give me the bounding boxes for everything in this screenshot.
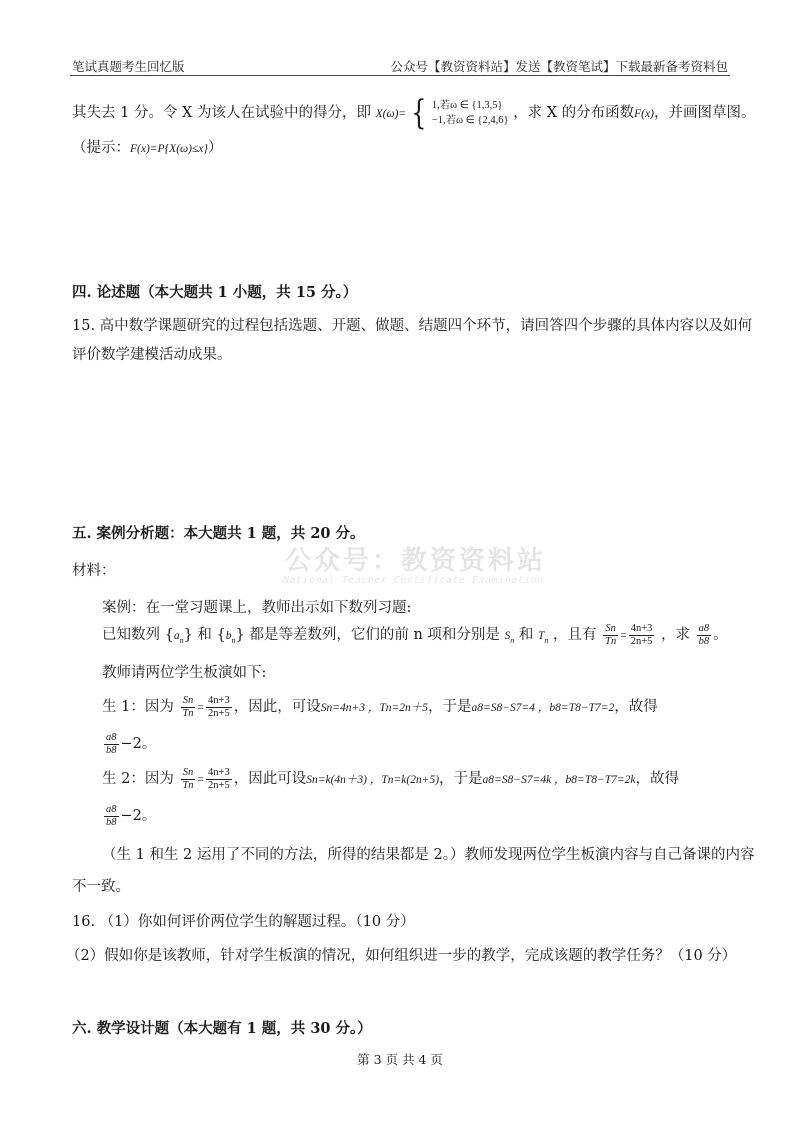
ratio-value-fraction: $\frac{4n+3}{2n+5}$ xyxy=(630,622,653,647)
teacher-note-line-2: 不一致。 xyxy=(72,879,130,895)
student-1-calculation: a8=S8−S7=4 ，b8=T8−T7=2 xyxy=(471,702,615,714)
student-1-assumption: Sn=4n+3 ，Tn=2n＋5 xyxy=(320,702,429,714)
material-label: 材料： xyxy=(72,563,116,579)
q16-part-1: 16. （1）你如何评价两位学生的解题过程。（10 分） xyxy=(72,914,415,930)
q15-line-2: 评价数学建模活动成果。 xyxy=(72,347,232,363)
section-6-title: 六. 教学设计题（本大题有 1 题，共 30 分。） xyxy=(72,1020,372,1037)
watermark-subtitle: National Teacher Certificate Examination xyxy=(283,575,544,586)
student-2-result: $\frac{a8}{b8}$ −2。 xyxy=(106,803,157,828)
q14-text-c: ，并画图草图。 xyxy=(653,105,756,121)
header-left: 笔试真题考生回忆版 xyxy=(72,59,185,74)
student-2-calculation: a8=S8−S7=4k ，b8=T8−T7=2k xyxy=(482,774,636,786)
left-brace-icon: { xyxy=(411,93,427,133)
q16-part-2: （2）假如你是该教师，针对学生板演的情况，如何组织进一步的教学，完成该题的教学任务？（10 分） xyxy=(66,948,737,964)
q14-case-2: −1,若ω ∈ {2,4,6} xyxy=(431,115,509,126)
ask-fraction: $\frac{a8}{b8}$ xyxy=(698,622,710,647)
case-intro: 案例：在一堂习题课上，教师出示如下数列习题: xyxy=(102,600,412,616)
q14-text-a: 其失去 1 分。令 X 为该人在试验中的得分，即 xyxy=(72,105,371,121)
watermark-title: 公众号：教资资料站 xyxy=(285,546,547,576)
student-1-result: $\frac{a8}{b8}$ −2。 xyxy=(106,731,157,756)
q14-case-1: 1,若ω ∈ {1,3,5} xyxy=(431,100,503,111)
ratio-fraction: $\frac{Sn}{Tn}$ xyxy=(605,622,617,647)
student-2-assumption: Sn=k(4n＋3) ，Tn=k(2n+5) xyxy=(306,774,440,786)
q14-continuation-line xyxy=(72,93,755,134)
header-right: 公众号【教资资料站】发送【教资笔试】下载最新备考资料包 xyxy=(390,59,728,74)
header-rule xyxy=(70,75,730,76)
q14-piecewise xyxy=(406,93,509,133)
q14-distribution-symbol: F(x) xyxy=(634,108,654,120)
q14-function-label: X(ω)= xyxy=(375,108,407,120)
q14-hint: （提示：F(x)=P{X(ω)≤x}） xyxy=(72,140,223,156)
q15-line-1: 15. 高中数学课题研究的过程包括选题、开题、做题、结题四个环节，请回答四个步骤的具体内容以及如何 xyxy=(72,318,753,334)
student-2-solution: 生 2：因为 $\frac{Sn}{Tn}$ = $\frac{4n+3}{2n+5}$ ，因此可设Sn=k(4n＋3) ，Tn=k(2n+5)，于是a8=S8−S7=4k ，b8=T8−T7=2k，故得 xyxy=(102,766,679,791)
page-number: 第 3 页 共 4 页 xyxy=(357,1052,443,1067)
problem-statement: 已知数列 $\{a_n\}$ 和 $\{b_n\}$ 都是等差数列，它们的前 n 项和分别是 $S_n$ 和 $T_n$ ，且有 $\frac{Sn}{Tn}$ = $\frac{4n+3}{2n+5}$ ，求 $\frac{a8}{b8}$ 。 xyxy=(102,622,728,647)
section-5-title: 五. 案例分析题：本大题共 1 题，共 20 分。 xyxy=(72,525,365,542)
student-1-solution: 生 1：因为 $\frac{Sn}{Tn}$ = $\frac{4n+3}{2n+5}$ ，因此，可设Sn=4n+3 ，Tn=2n＋5，于是a8=S8−S7=4 ，b8=T8−T7=2，故得 xyxy=(102,694,658,719)
section-4-title: 四. 论述题（本大题共 1 小题，共 15 分。） xyxy=(72,284,358,301)
q14-text-b: ，求 X 的分布函数 xyxy=(513,105,635,121)
teacher-note-line-1: （生 1 和生 2 运用了不同的方法，所得的结果都是 2。）教师发现两位学生板演内容与自己备课的内容 xyxy=(102,847,755,863)
board-intro: 教师请两位学生板演如下: xyxy=(102,665,267,681)
q14-hint-formula: F(x)=P{X(ω)≤x} xyxy=(130,143,208,155)
